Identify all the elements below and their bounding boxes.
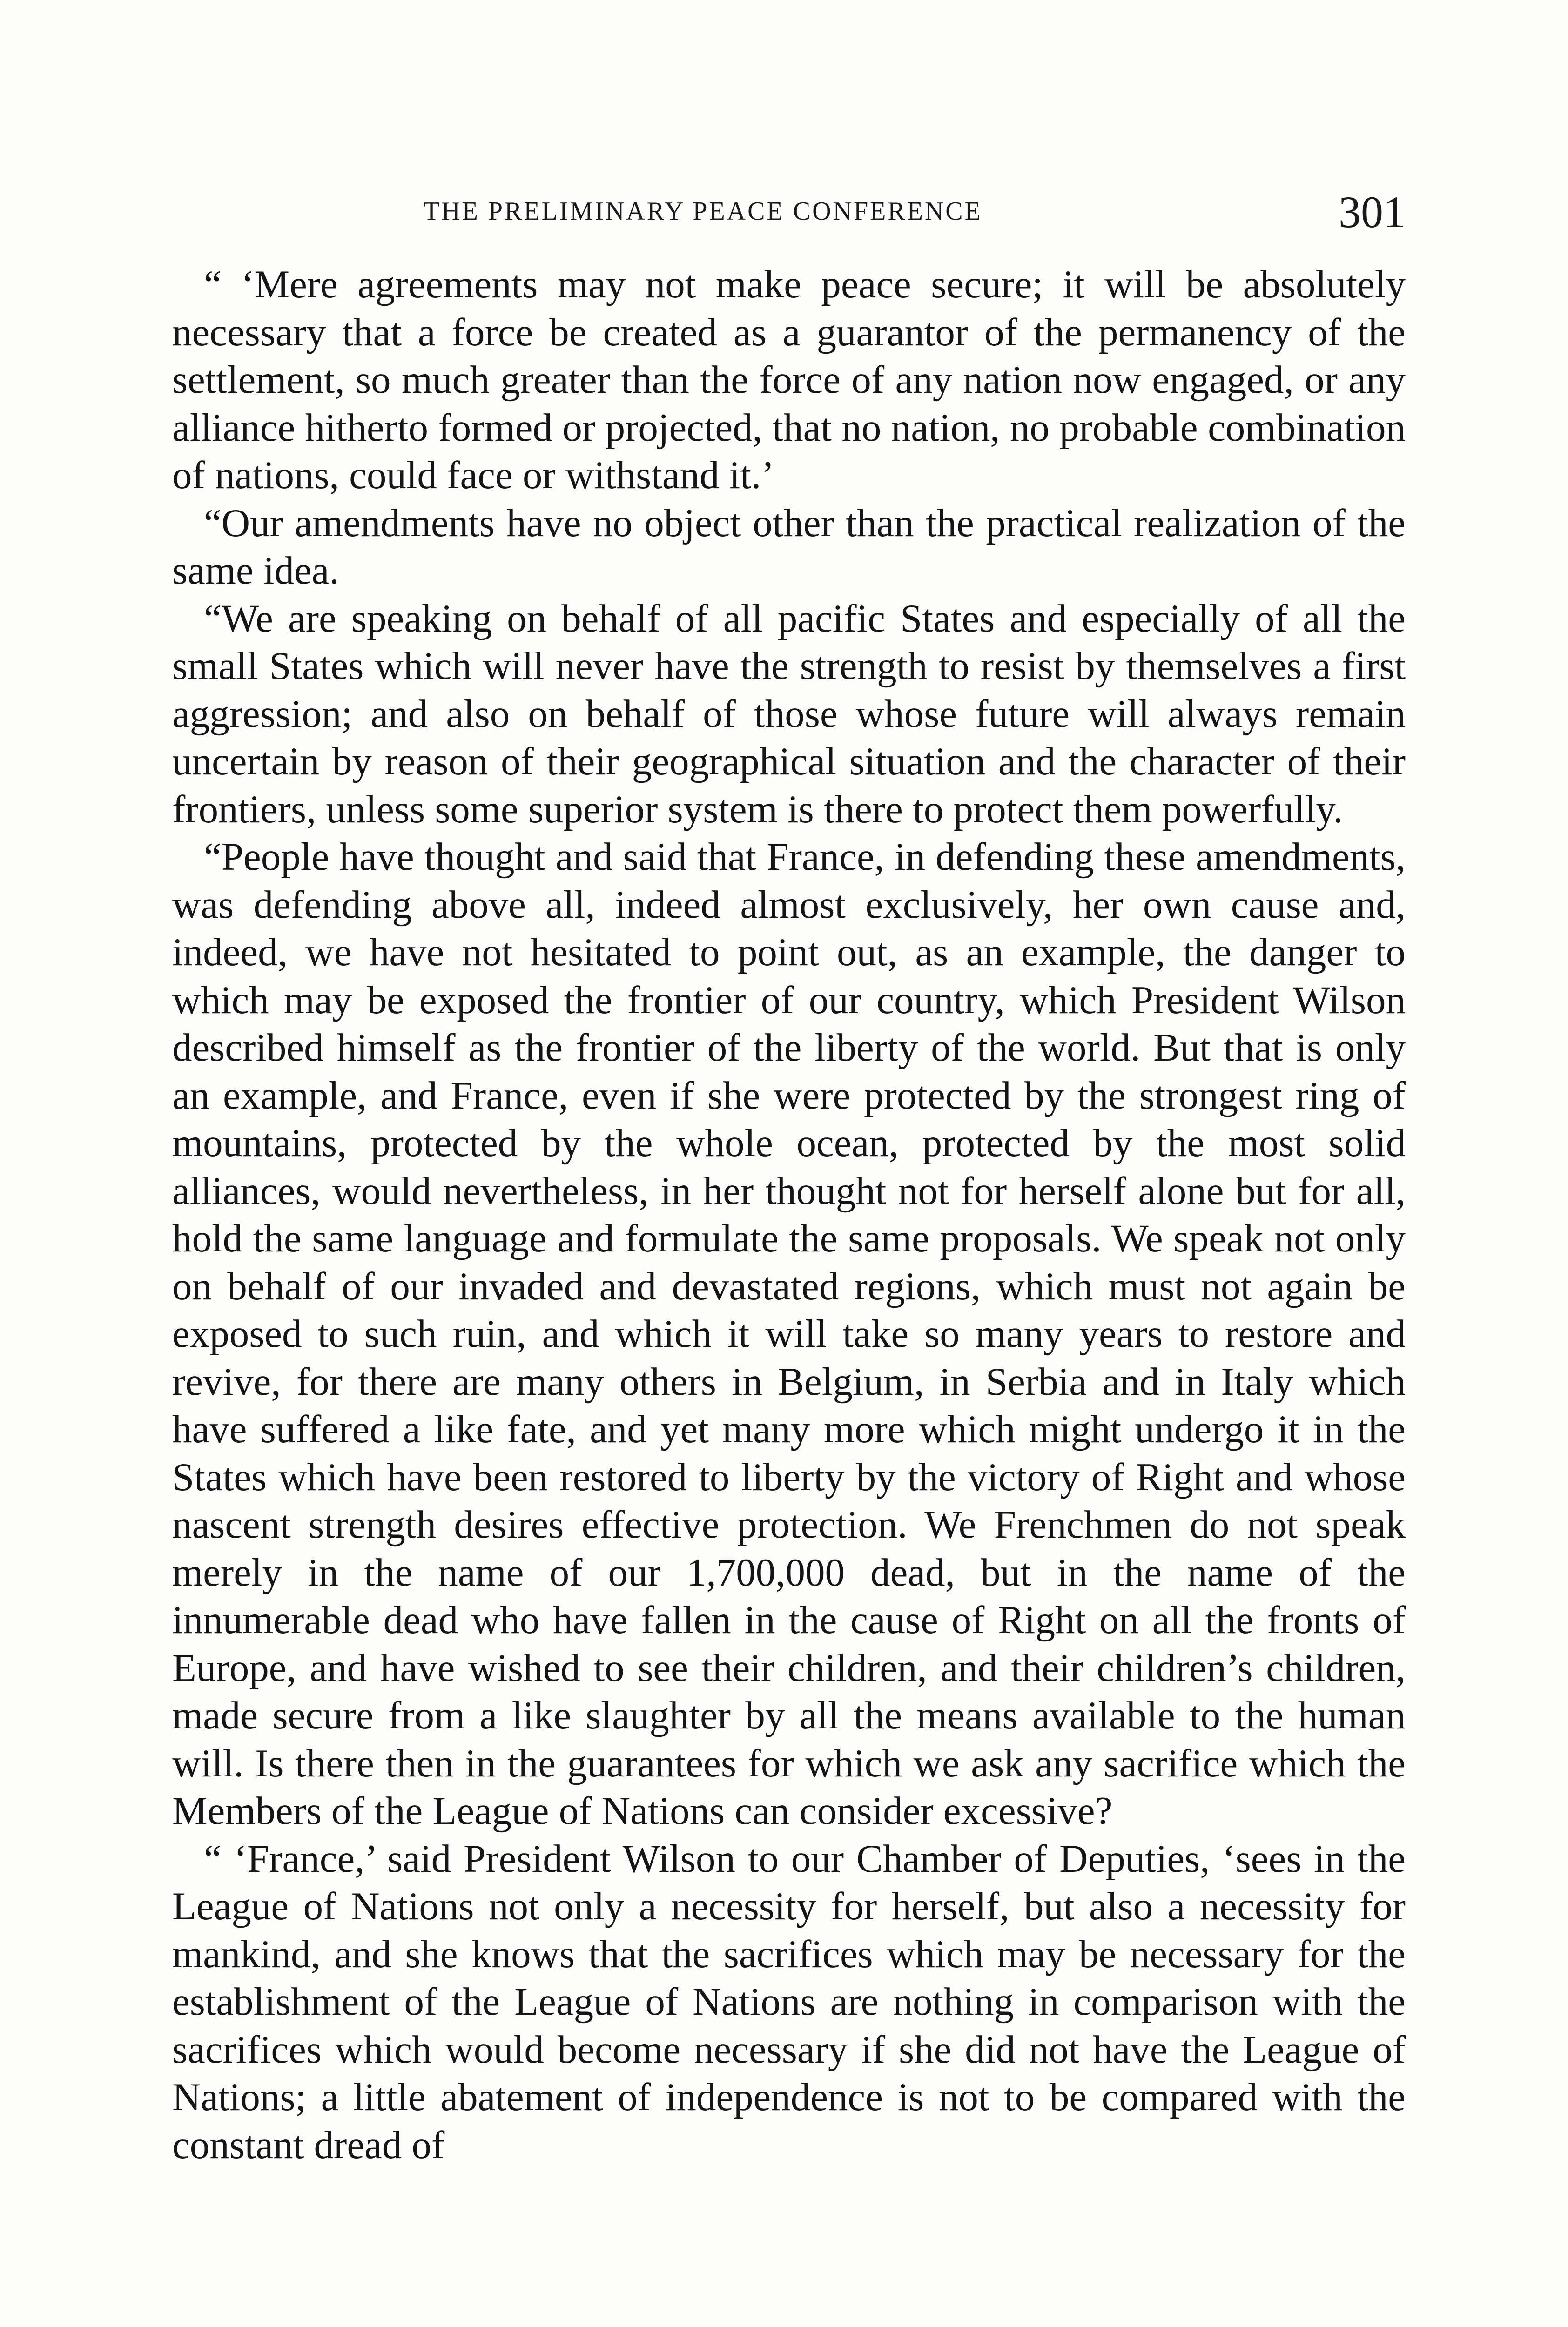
page-number: 301 — [1339, 187, 1406, 237]
paragraph-amendments: “Our amendments have no object other than the practical realization of the same idea. — [172, 501, 1406, 592]
paragraph-wilson-quote: “ ‘France,’ said President Wilson to our Chamber of Deputies, ‘sees in the League of Nations not only a necessity for herself, but also a necessity for mankind, and she knows that the sacrifices which may be necessary for the establishment of the League of Nations are nothing in comparison with the sacrifices which would become necessary if she did not have the League of Nations; a little abatement of independence is not to be compared with the constant dread of — [172, 1836, 1406, 2167]
paragraph-quotation: “ ‘Mere agreements may not make peace secure; it will be absolutely necessary that a force be created as a guarantor of the permanency of the settlement, so much greater than the force of any nation now engaged, or any alliance hitherto formed or projected, that no nation, no probable combination of nations, could face or withstand it.’ — [172, 262, 1406, 497]
running-title: THE PRELIMINARY PEACE CONFERENCE — [424, 197, 983, 226]
paragraph-small-states: “We are speaking on behalf of all pacific States and especially of all the small States which will never have the strength to resist by themselves a first aggression; and also on behalf of those whose future will always remain uncertain by reason of their geographical situation and the character of their frontiers, unless some superior system is there to protect them powerfully. — [172, 596, 1406, 831]
running-head — [172, 186, 1406, 242]
body-text — [172, 261, 1406, 2169]
paragraph-france-defense: “People have thought and said that France, in defending these amendments, was defending above all, indeed almost exclusively, her own cause and, indeed, we have not hesitated to point out, as an example, the danger to which may be exposed the frontier of our country, which President Wilson described himself as the frontier of the liberty of the world. But that is only an example, and France, even if she were protected by the strongest ring of mountains, protected by the whole ocean, protected by the most solid alliances, would nevertheless, in her thought not for herself alone but for all, hold the same language and formulate the same proposals. We speak not only on behalf of our invaded and devastated regions, which must not again be exposed to such ruin, and which it will take so many years to restore and revive, for there are many others in Belgium, in Serbia and in Italy which have suffered a like fate, and yet many more which might undergo it in the States which have been restored to liberty by the victory of Right and whose nascent strength desires effective protection. We Frenchmen do not speak merely in the name of our 1,700,000 dead, but in the name of the innumerable dead who have fallen in the cause of Right on all the fronts of Europe, and have wished to see their children, and their children’s children, made secure from a like slaughter by all the means available to the human will. Is there then in the guarantees for which we ask any sacrifice which the Members of the League of Nations can consider excessive? — [172, 835, 1406, 1833]
